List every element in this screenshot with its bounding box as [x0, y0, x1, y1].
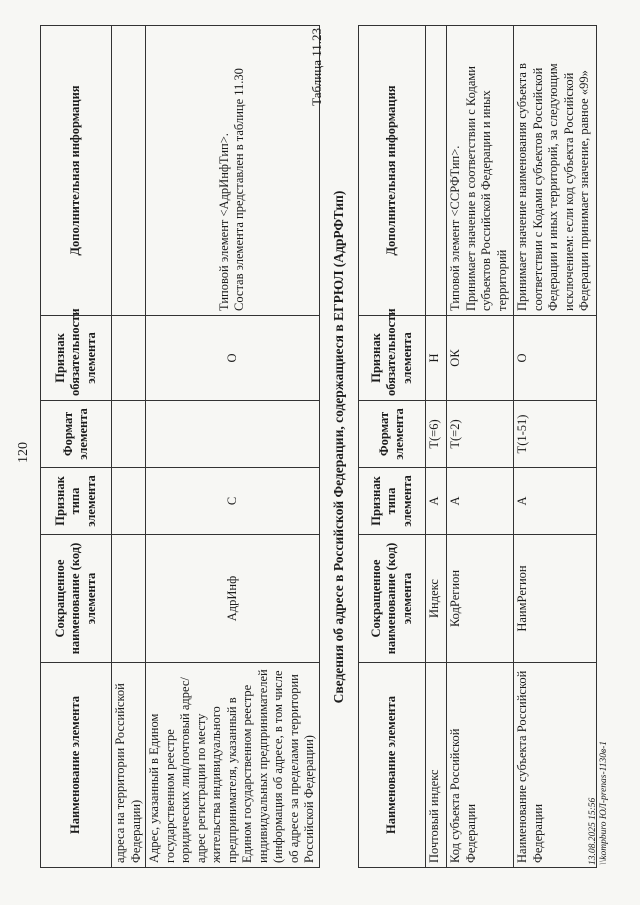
cell-code: НаимРегион [514, 535, 597, 663]
table-caption: Сведения об адресе в Российской Федерации, содержащиеся в ЕГРЮЛ (АдрРФТип) [331, 190, 346, 704]
cell-info: Принимает значение наименования субъекта в соответствии с Кодами субъектов Российской Федерации и иных территорий, за следующим исключением: если код субъекта Российской Федерации принимает значение, равное «99» [514, 26, 597, 316]
cell-format [146, 401, 320, 468]
cell-format: Т(=6) [426, 401, 447, 468]
print-footer [588, 665, 610, 865]
table-row [514, 26, 597, 868]
table-row [146, 26, 320, 868]
header-name: Наименование элемента [359, 663, 426, 868]
cell-info: Типовой элемент <ССРФТип>. Принимает значение в соответствии с Кодами субъектов Российской Федерации и иных территорий [447, 26, 514, 316]
cell-name: Наименование субъекта Российской Федерации [514, 663, 597, 868]
header-name: Наименование элемента [41, 663, 112, 868]
cell-name: адреса на территории Российской Федерации) [112, 663, 146, 868]
cell-type: А [514, 468, 597, 535]
cell-type: А [447, 468, 514, 535]
cell-required [112, 316, 146, 401]
cell-name: Адрес, указанный в Едином государственном реестре юридических лиц/почтовый адрес/адрес регистрации по месту жительства индивидуального предпринимателя, указанный в Едином государственном реестре индивидуальных предпринимателей (информация об адресе, в том числе об адресе за пределами территории Российской Федерации) [146, 663, 320, 868]
cell-required: О [514, 316, 597, 401]
header-code: Сокращенное наименование (код) элемента [41, 535, 112, 663]
cell-type: С [146, 468, 320, 535]
header-info: Дополнительная информация [359, 26, 426, 316]
cell-info [112, 26, 146, 316]
cell-code: АдрИнф [146, 535, 320, 663]
header-type: Признак типа элемента [359, 468, 426, 535]
header-info: Дополнительная информация [41, 26, 112, 316]
cell-required: Н [426, 316, 447, 401]
table-address-info [40, 25, 320, 868]
cell-format [112, 401, 146, 468]
table-row [447, 26, 514, 868]
header-required: Признак обязательности элемента [41, 316, 112, 401]
table-address-rf [358, 25, 597, 868]
header-required: Признак обязательности элемента [359, 316, 426, 401]
cell-name: Код субъекта Российской Федерации [447, 663, 514, 868]
table-header-row [359, 26, 426, 868]
header-format: Формат элемента [41, 401, 112, 468]
cell-name: Почтовый индекс [426, 663, 447, 868]
cell-type [112, 468, 146, 535]
footer-timestamp: 13.08.2025 15:56 [588, 797, 598, 865]
cell-info: Типовой элемент <АдрИнфТип>. Состав элемента представлен в таблице 11.30 [146, 26, 320, 316]
table-row [112, 26, 146, 868]
cell-code: КодРегион [447, 535, 514, 663]
cell-format: Т(=2) [447, 401, 514, 468]
page-number: 120 [16, 442, 31, 463]
header-type: Признак типа элемента [41, 468, 112, 535]
table-row [426, 26, 447, 868]
cell-info [426, 26, 447, 316]
header-format: Формат элемента [359, 401, 426, 468]
cell-type: А [426, 468, 447, 535]
cell-code [112, 535, 146, 663]
table-header-row [41, 26, 112, 868]
cell-format: Т(1-51) [514, 401, 597, 468]
footer-path: \\kompburo ЮЛ-prenas-1130в-1 [599, 741, 609, 865]
cell-required: О [146, 316, 320, 401]
table-label: Таблица 11.23 [309, 28, 324, 106]
header-code: Сокращенное наименование (код) элемента [359, 535, 426, 663]
cell-required: ОК [447, 316, 514, 401]
cell-code: Индекс [426, 535, 447, 663]
